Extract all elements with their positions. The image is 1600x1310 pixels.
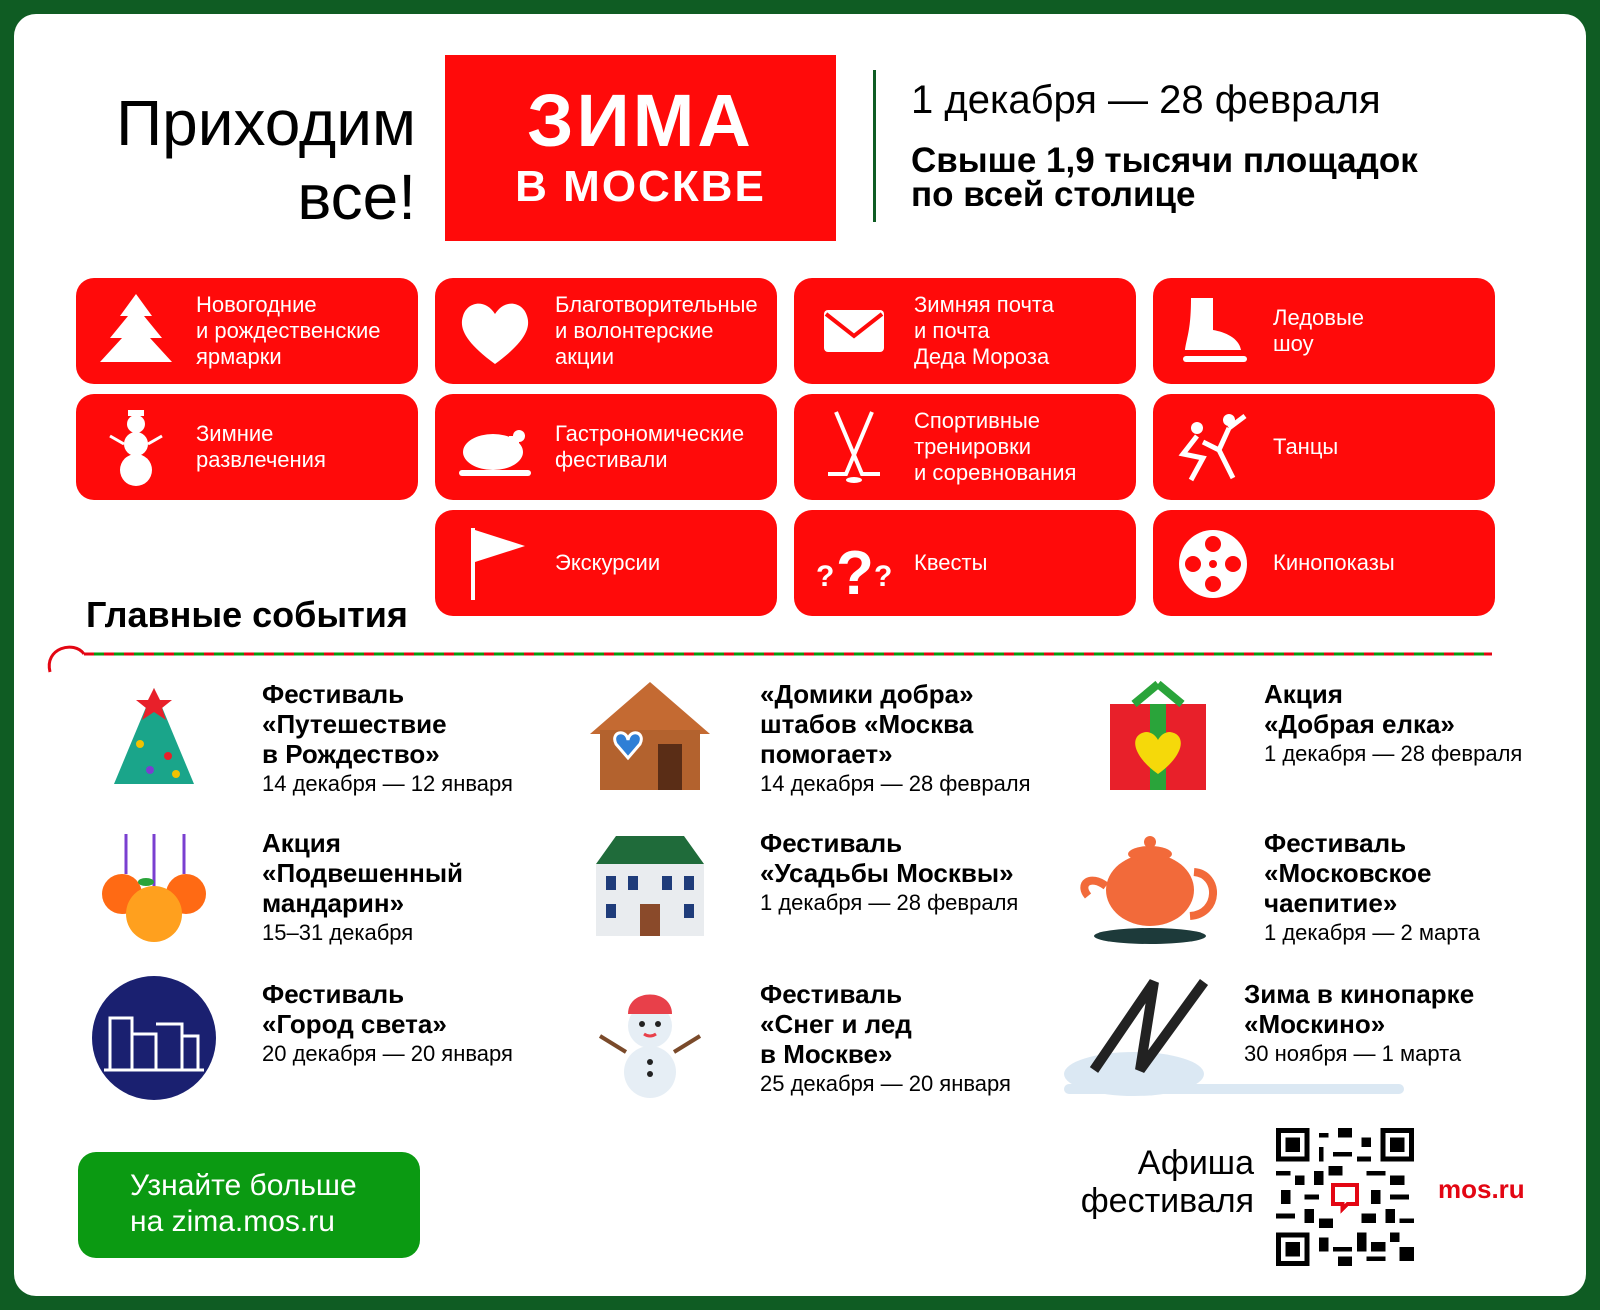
learn-more-line: на zima.mos.ru [130,1205,335,1238]
category-gastro[interactable] [435,394,777,500]
category-line: Квесты [914,550,988,575]
event-line: в Москве» [760,1039,893,1069]
slogan-line: Приходим [116,87,416,159]
category-dance[interactable] [1153,394,1495,500]
category-line: Зимняя почта [914,292,1054,317]
event-line: «Усадьбы Москвы» [760,858,1014,888]
envelope-icon [814,290,894,372]
category-fairs[interactable] [76,278,418,384]
sites-count [911,141,1418,214]
hockey-sticks-icon [814,406,894,488]
category-line: Деда Мороза [914,344,1050,369]
afisha-line: фестиваля [1080,1182,1254,1220]
event-line: «Добрая елка» [1264,709,1455,739]
category-line: Благотворительные [555,292,758,317]
events-title: Главные события [78,594,416,636]
category-line: Зимние [196,421,274,446]
event-line: «Путешествие [262,709,447,739]
qr-code-icon[interactable] [1276,1128,1414,1266]
slogan [66,86,416,234]
gift-box-icon [1090,674,1218,802]
category-mail[interactable] [794,278,1136,384]
event-date: 1 декабря — 28 февраля [760,890,1019,915]
ice-skate-icon [1173,290,1253,372]
event-line: Акция [262,828,341,858]
slogan-line: все! [297,161,416,233]
sites-line: по всей столице [911,175,1196,214]
event-date: 1 декабря — 2 марта [1264,920,1481,945]
event-line: «Москино» [1244,1009,1386,1039]
category-line: развлечения [196,447,326,472]
learn-more-button[interactable] [78,1152,420,1258]
category-entertainment[interactable] [76,394,418,500]
tangerines-icon [90,824,218,952]
event-line: в Рождество» [262,739,440,769]
category-line: Кинопоказы [1273,550,1395,575]
event-line: «Московское [1264,858,1432,888]
category-excursions[interactable] [435,510,777,616]
teapot-icon [1070,824,1230,952]
christmas-tree-icon [90,674,218,802]
city-of-light-logo-icon [90,974,218,1102]
afisha-label [1044,1144,1254,1220]
event-line: «Снег и лед [760,1009,912,1039]
event-date: 25 декабря — 20 января [760,1071,1011,1096]
zima-v-moskve-logo [445,55,836,241]
logo-line-2: В МОСКВЕ [515,162,766,211]
festival-dates: 1 декабря — 28 февраля [911,78,1381,122]
category-line: Новогодние [196,292,317,317]
wooden-house-icon [586,674,714,802]
event-line: Фестиваль [262,679,405,709]
category-line: Гастрономические [555,421,745,446]
dancers-icon [1173,406,1253,488]
sites-line: Свыше 1,9 тысячи площадок [911,141,1418,180]
event-line: «Подвешенный [262,858,464,888]
event-line: «Домики добра» [760,679,974,709]
event-line: Зима в кинопарке [1244,979,1475,1009]
event-line: Акция [1264,679,1343,709]
category-line: и волонтерские [555,318,714,343]
category-line: акции [555,344,615,369]
logo-line-1: ЗИМА [527,79,754,162]
event-date: 1 декабря — 28 февраля [1264,741,1523,766]
category-line: ярмарки [196,344,282,369]
event-line: Фестиваль [760,828,903,858]
category-line: и соревнования [914,460,1077,485]
snowman-icon [96,406,176,488]
event-line: Фестиваль [262,979,405,1009]
film-reel-icon [1173,522,1253,604]
heart-icon [455,290,535,372]
category-line: фестивали [555,447,668,472]
manor-house-icon [586,824,714,952]
event-date: 15–31 декабря [262,920,414,945]
category-line: Спортивные [914,408,1041,433]
category-line: и почта [914,318,990,343]
svg-text:?: ? [836,539,874,604]
event-line: Фестиваль [1264,828,1407,858]
event-date: 20 декабря — 20 января [262,1041,513,1066]
category-sports[interactable] [794,394,1136,500]
mos-ru-logo[interactable]: mos.ru [1438,1174,1525,1204]
learn-more-line: Узнайте больше [130,1169,357,1202]
category-line: Танцы [1273,434,1339,459]
question-marks-icon [814,522,894,604]
category-charity[interactable] [435,278,777,384]
roast-turkey-icon [455,406,535,488]
category-line: и рождественские [196,318,381,343]
christmas-tree-icon [96,290,176,372]
category-cinema[interactable] [1153,510,1495,616]
event-date: 14 декабря — 12 января [262,771,513,796]
category-line: тренировки [914,434,1032,459]
category-quests[interactable] [794,510,1136,616]
category-line: Экскурсии [555,550,661,575]
svg-text:?: ? [874,560,893,593]
event-line: штабов «Москва [760,709,974,739]
category-line: Ледовые [1273,305,1364,330]
event-date: 30 ноября — 1 марта [1244,1041,1462,1066]
svg-text:?: ? [816,560,835,593]
category-ice-shows[interactable] [1153,278,1495,384]
category-line: шоу [1273,331,1314,356]
afisha-line: Афиша [1137,1144,1254,1182]
candy-cane-divider [44,644,1514,674]
header-divider [873,70,876,222]
event-line: Фестиваль [760,979,903,1009]
snowman-icon [586,974,714,1102]
event-line: чаепитие» [1264,888,1398,918]
poster-card [14,14,1586,1296]
flag-icon [455,522,535,604]
event-line: мандарин» [262,888,405,918]
event-date: 14 декабря — 28 февраля [760,771,1031,796]
event-line: помогает» [760,739,893,769]
event-line: «Город света» [262,1009,447,1039]
